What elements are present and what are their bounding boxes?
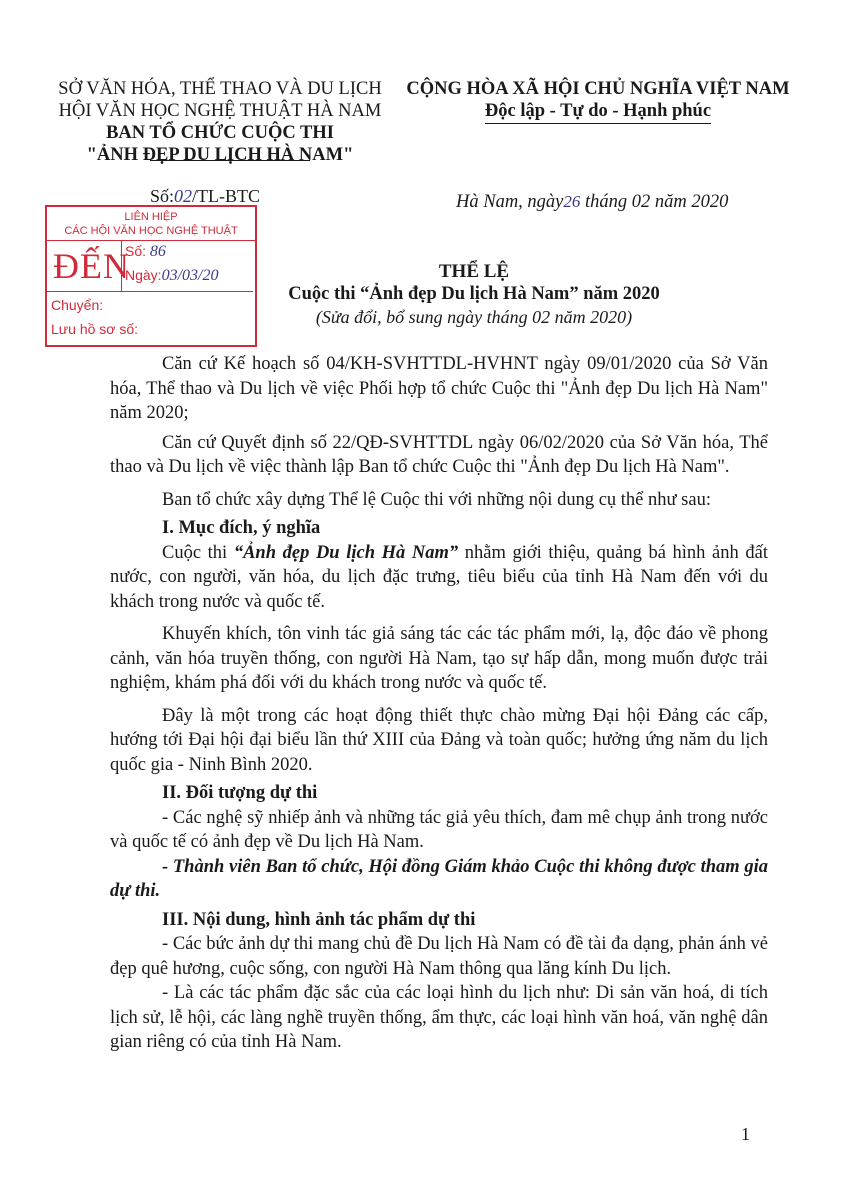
stamp-so-value: 86	[149, 243, 166, 260]
document-title: THỂ LỆ	[438, 261, 510, 282]
body-paragraph	[110, 541, 768, 615]
body-paragraph: - Các bức ảnh dự thi mang chủ đề Du lịch Hà Nam có đề tài đa dạng, phản ánh vẻ đẹp quê hương, cuộc sống, con người Hà Nam thông qua lăng kính Du lịch.	[110, 934, 768, 979]
body-paragraph: - Các nghệ sỹ nhiếp ảnh và những tác giả yêu thích, đam mê chụp ảnh trong nước và quốc tế có ảnh đẹp về Du lịch Hà Nam.	[110, 807, 768, 852]
agency-line-4: "ẢNH ĐẸP DU LỊCH HÀ NAM"	[86, 145, 354, 165]
doc-number-prefix: Số:	[150, 186, 175, 206]
document-body	[110, 352, 768, 1055]
stamp-ngay-value: 03/03/20	[161, 267, 219, 284]
page-number: 1	[741, 1124, 750, 1144]
agency-line-2: HỘI VĂN HỌC NGHỆ THUẬT HÀ NAM	[58, 101, 382, 121]
p4-end: nhằm giới thiệu, quảng bá hình ảnh đất nước, con người, văn hóa, du lịch đặc trưng, tiêu biểu của tỉnh Hà Nam đến với du khách trong nước và quốc tế.	[110, 542, 768, 612]
date-prefix: Hà Nam, ngày	[456, 192, 564, 212]
body-paragraph: Khuyến khích, tôn vinh tác giả sáng tác các tác phẩm mới, lạ, độc đáo về phong cảnh, văn hóa truyền thống, con người Hà Nam, tạo sự hấp dẫn, mong muốn được trải nghiệm, khám phá đối với du khách trong nước và quốc tế.	[110, 624, 768, 693]
date-line	[456, 192, 728, 213]
stamp-ngay	[125, 267, 218, 285]
section-heading-3: III. Nội dung, hình ảnh tác phẩm dự thi	[162, 909, 476, 930]
body-paragraph: Căn cứ Kế hoạch số 04/KH-SVHTTDL-HVHNT ngày 09/01/2020 của Sở Văn hóa, Thể thao và Du lịch về việc Phối hợp tổ chức Cuộc thi "Ảnh đẹp Du lịch Hà Nam" năm 2020;	[110, 354, 768, 423]
header-divider	[150, 160, 310, 161]
doc-number-suffix: /TL-BTC	[192, 186, 261, 206]
stamp-luu-label: Lưu hồ sơ số:	[51, 321, 139, 337]
national-motto: Độc lập - Tự do - Hạnh phúc	[485, 100, 711, 124]
date-day-handwritten: 26	[563, 192, 581, 211]
stamp-so-label: Số:	[125, 243, 147, 259]
received-stamp	[45, 205, 257, 347]
stamp-chuyen-label: Chuyển:	[51, 297, 104, 313]
stamp-divider	[121, 241, 122, 291]
stamp-org	[47, 207, 255, 241]
stamp-org-line-1: LIÊN HIỆP	[124, 211, 178, 223]
section-heading-2: II. Đối tượng dự thi	[162, 783, 318, 803]
body-paragraph: Căn cứ Quyết định số 22/QĐ-SVHTTDL ngày 06/02/2020 của Sở Văn hóa, Thể thao và Du lịch về việc thành lập Ban tổ chức Cuộc thi "Ảnh đẹp Du lịch Hà Nam".	[110, 432, 768, 477]
agency-line-3: BAN TỔ CHỨC CUỘC THI	[106, 123, 334, 143]
document-number	[150, 186, 260, 207]
stamp-org-line-2: CÁC HỘI VĂN HỌC NGHỆ THUẬT	[64, 225, 238, 237]
body-paragraph-emphasis: - Thành viên Ban tổ chức, Hội đồng Giám khảo Cuộc thi không được tham gia dự thi.	[110, 856, 768, 901]
amendment-note: (Sửa đổi, bổ sung ngày tháng 02 năm 2020)	[315, 307, 633, 327]
country-name: CỘNG HÒA XÃ HỘI CHỦ NGHĨA VIỆT NAM	[406, 79, 790, 99]
document-subtitle: Cuộc thi “Ảnh đẹp Du lịch Hà Nam” năm 2020	[288, 284, 660, 304]
doc-number-handwritten: 02	[174, 186, 193, 206]
body-paragraph: Ban tổ chức xây dựng Thể lệ Cuộc thi với những nội dung cụ thể như sau:	[162, 489, 711, 510]
issuing-agency-header	[44, 78, 396, 166]
stamp-den: ĐẾN	[53, 246, 130, 286]
contest-name-emphasis: “Ảnh đẹp Du lịch Hà Nam”	[233, 542, 459, 563]
stamp-ngay-label: Ngày:	[125, 267, 162, 283]
body-paragraph: Đây là một trong các hoạt động thiết thực chào mừng Đại hội Đảng các cấp, hướng tới Đại hội đại biểu lần thứ XIII của Đảng và toàn quốc; hưởng ứng năm du lịch quốc gia - Ninh Bình 2020.	[110, 705, 768, 775]
national-header	[404, 78, 792, 124]
agency-line-1: SỞ VĂN HÓA, THỂ THAO VÀ DU LỊCH	[58, 79, 382, 99]
stamp-middle	[47, 241, 253, 292]
section-heading-1: I. Mục đích, ý nghĩa	[162, 518, 321, 538]
p4-start: Cuộc thi	[162, 542, 234, 563]
body-paragraph: - Là các tác phẩm đặc sắc của các loại hình du lịch như: Di sản văn hoá, di tích lịch sử, lễ hội, các làng nghề truyền thống, ẩm thực, các loại hình văn hoá, văn nghệ dân gian riêng có của tỉnh Hà Nam.	[110, 983, 768, 1052]
date-suffix: tháng 02 năm 2020	[585, 192, 729, 212]
stamp-so	[125, 243, 166, 261]
